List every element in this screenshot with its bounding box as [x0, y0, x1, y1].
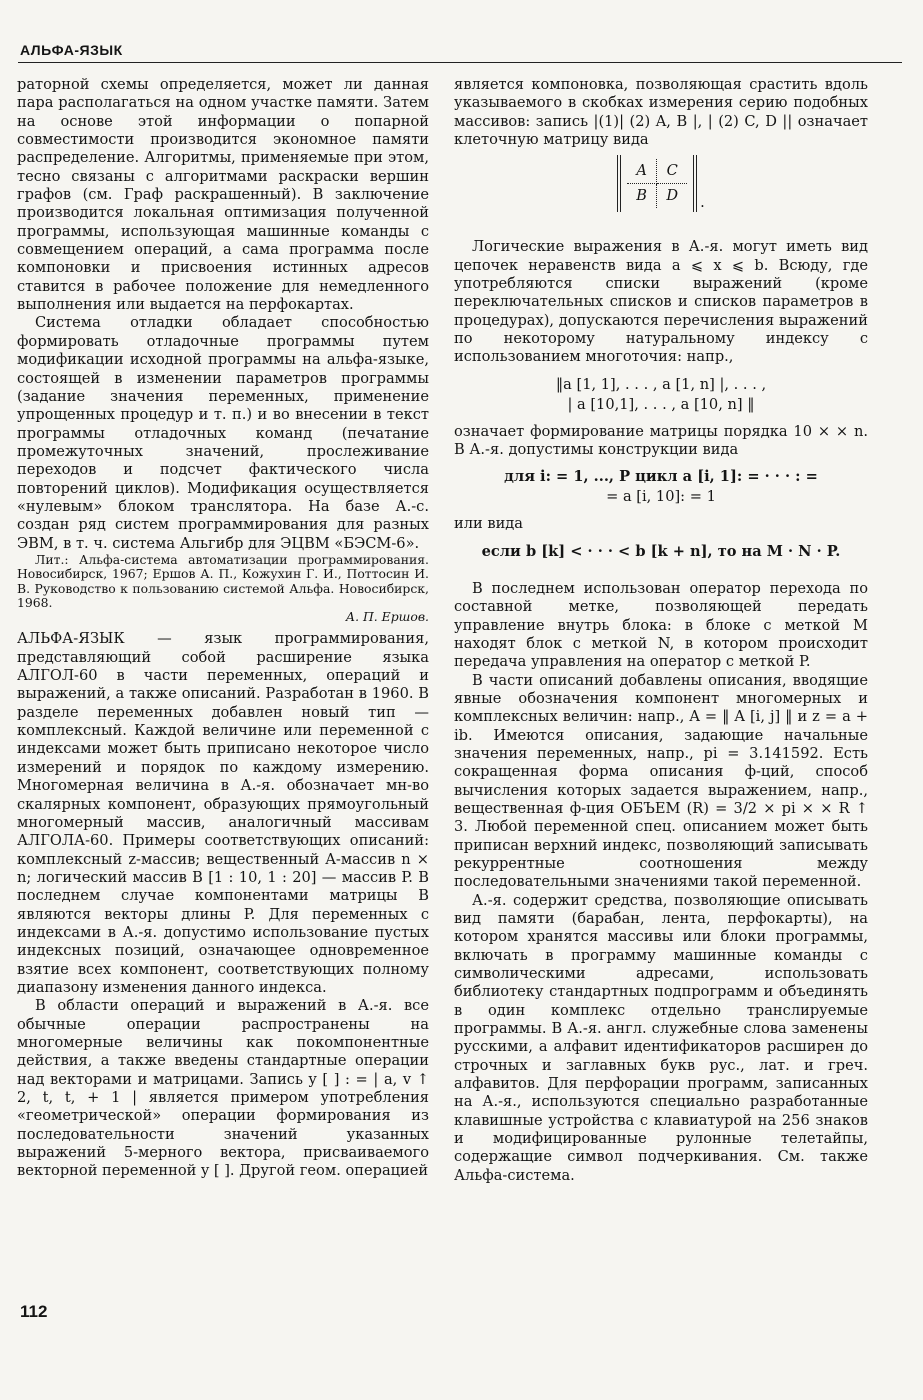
left-column	[17, 76, 429, 1181]
header-rule	[18, 62, 902, 63]
formula-conditional: если b [k] < · · · < b [k + n], то на M · N · P.	[481, 542, 841, 560]
formula-loop	[454, 467, 868, 507]
formula-loop-line1: для i: = 1, ..., P цикл a [i, 1]: = · · · : =	[504, 468, 818, 486]
matrix-cell-d: D	[666, 187, 679, 205]
paragraph-memory-means: А.-я. содержит средства, позволяющие описывать вид памяти (барабан, лента, перфокарты), на котором хранятся массивы или блоки программы, включать в программу машинные команды с символическими адресами, использовать библиотеку стандартных подпрограмм и объединять в один комплекс отдельно транслируемые программы. В А.-я. англ. служебные слова заменены русскими, а алфавит идентификаторов расширен до строчных и заглавных букв рус., лат. и греч. алфавитов. Для перфорации программ, записанных на А.-я., используются специально разработанные клавишные устройства с клавиатурой на 256 знаков и модифицированные рулонные телетайпы, содержащие символ подчеркивания. См. также Альфа-система.	[454, 891, 868, 1184]
paragraph-operations: В области операций и выражений в А.-я. все обычные операции распространены на многомерные величины как покомпонентные действия, а также введены стандартные операции над векторами и матрицами. Запись y [ ] : = | a, v ↑ 2, t, t, + 1 | является примером употребления «геометрической» операции формирования из последовательности значений указанных выражений 5-мерного вектора, присваиваемого векторной переменной y [ ]. Другой геом. операцией	[17, 997, 429, 1180]
literature-references: Лит.: Альфа-система автоматизации программирования. Новосибирск, 1967; Ершов А. П., Кожухин Г. И., Поттосин И. В. Руководство к пользованию системой Альфа. Новосибирск, 1968.	[17, 551, 429, 610]
paragraph-or-form: или вида	[454, 515, 523, 533]
formula-enumeration	[454, 375, 868, 415]
paragraph-descriptions: В части описаний добавлены описания, вводящие явные обозначения компонент многомерных и комплексных величин: напр., A = ‖ A [i, j] ‖ и z = a + ib. Имеются описания, задающие начальные значения переменных, напр., pi = 3.141592. Есть сокращенная форма описания ф-ций, способ вычисления которых задается выражением, напр., вещественная ф-ция ОБЪЕМ (R) = 3/2 × pi × × R ↑ 3. Любой переменной спец. описанием может быть приписан верхний индекс, позволяющий записывать рекуррентные соотношения между последовательными значениями такой переменной.	[454, 671, 868, 891]
formula-loop-line2: = a [i, 10]: = 1	[606, 488, 716, 506]
paragraph-logical-expressions: Логические выражения в А.-я. могут иметь вид цепочек неравенств вида a ⩽ x ⩽ b. Всюду, где употребляются списки выражений (кроме переключательных списков и списков параметров в процедурах), допускаются перечисления выражений по некоторому натуральному индексу с использованием многоточия: напр.,	[454, 238, 868, 366]
right-column	[454, 76, 868, 1185]
matrix-cell-a: A	[627, 159, 657, 184]
page-number: 112	[20, 1302, 48, 1321]
paragraph-goto: В последнем использован оператор перехода по составной метке, позволяющей передать управление внутрь блока: в блоке с меткой M находят блок с меткой N, в котором происходит передача управления на оператор с меткой P.	[454, 579, 868, 671]
matrix-period: .	[700, 194, 705, 212]
matrix-cell-b: B	[627, 184, 657, 208]
literature-block	[17, 553, 429, 624]
paragraph-composition: является компоновка, позволяющая срастить вдоль указываемого в скобках измерения серию подобных массивов: запись |(1)| (2) A, B |, | (2) C, D || означает клеточную матрицу вида	[454, 76, 868, 149]
entry-alpha-language: АЛЬФА-ЯЗЫК — язык программирования, представляющий собой расширение языка АЛГОЛ-60 в части переменных, операций и выражений, а также описаний. Разработан в 1960. В разделе переменных добавлен новый тип — комплексный. Каждой величине или переменной с индексами может быть приписано некоторое число измерений и порядок по каждому измерению. Многомерная величина в А.-я. обозначает мн-во скалярных компонент, образующих прямоугольный многомерный массив, аналогичный массивам АЛГОЛА-60. Примеры соответствующих описаний: комплексный z-массив; вещественный A-массив n × n; логический массив B [1 : 10, 1 : 20] — массив P. В последнем случае компонентами матрицы B являются векторы длины P. Для переменных с индексами в А.-я. допустимо использование пустых индексных позиций, означающее одновременное взятие всех компонент, соответствующих полному диапазону изменения данного индекса.	[17, 630, 429, 996]
paragraph-matrix-order: означает формирование матрицы порядка 10 × × n. В А.-я. допустимы конструкции вида	[454, 422, 868, 459]
running-header: АЛЬФА-ЯЗЫК	[20, 42, 123, 58]
formula-enumeration-line1: ‖a [1, 1], . . . , a [1, n] |, . . . ,	[555, 375, 767, 393]
matrix-grid	[617, 155, 697, 212]
paragraph-debug-system: Система отладки обладает способностью формировать отладочные программы путем модификации исходной программы на альфа-языке, состоящей в изменении параметров программы (задание значения переменных, применение упрощенных процедур и т. п.) и во внесении в текст программы отладочных команд (печатание промежуточных значений, прослеживание переходов и подсчет фактического числа повторений циклов). Модификация осуществляется «нулевым» блоком транслятора. На базе А.-с. создан ряд систем программирования для разных ЭВМ, в т. ч. система Альгибр для ЭЦВМ «БЭСМ-6».	[17, 314, 429, 552]
author-signature: А. П. Ершов.	[345, 609, 429, 625]
formula-enumeration-line2: | a [10,1], . . . , a [10, n] ‖	[567, 395, 755, 413]
matrix-cell-c: C	[657, 159, 687, 184]
block-matrix	[454, 155, 868, 212]
paragraph-memory-allocation: раторной схемы определяется, может ли данная пара располагаться на одном участке памяти. Затем на основе этой информации о попарной совместимости производится экономное памяти распределение. Алгоритмы, применяемые при этом, тесно связаны с алгоритмами раскраски вершин графов (см. Граф раскрашенный). В заключение производится локальная оптимизация полученной программы, использующая машинные команды с совмещением операций, а сама программа после компоновки и присвоения истинных адресов ставится в рабочее положение для немедленного выполнения или выдается на перфокартах.	[17, 76, 429, 314]
